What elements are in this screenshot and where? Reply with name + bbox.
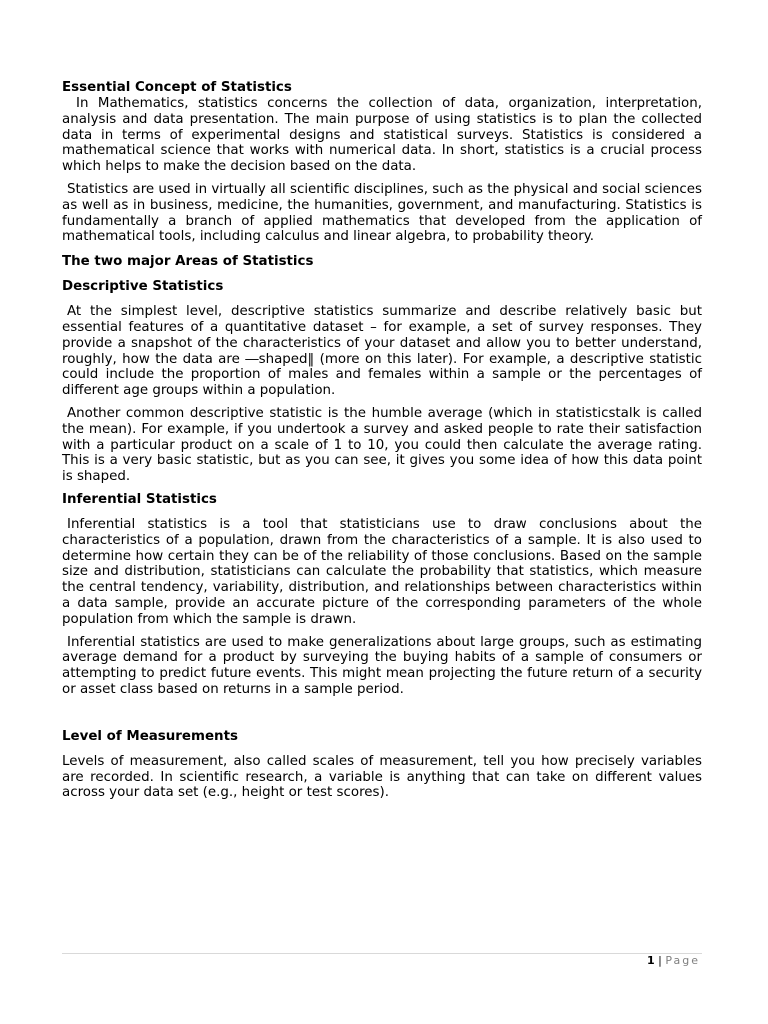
document-body xyxy=(62,80,702,801)
descriptive-statistics-paragraph-1: At the simplest level, descriptive statistics summarize and describe relatively basic but essential features of a quantitative dataset – for example, a set of survey responses. They provide a snapshot of the characteristics of your dataset and allow you to better understand, roughly, how the data are ―shaped‖ (more on this later). For example, a descriptive statistic could include the proportion of males and females within a sample or the percentages of different age groups within a population. xyxy=(62,304,702,399)
essential-concept-paragraph-1: In Mathematics, statistics concerns the collection of data, organization, interpretation, analysis and data presentation. The main purpose of using statistics is to plan the collected data in terms of experimental designs and statistical surveys. Statistics is considered a mathematical science that works with numerical data. In short, statistics is a crucial process which helps to make the decision based on the data. xyxy=(62,96,702,175)
inferential-statistics-paragraph-1: Inferential statistics is a tool that statisticians use to draw conclusions about the characteristics of a population, drawn from the characteristics of a sample. It is also used to determine how certain they can be of the reliability of those conclusions. Based on the sample size and distribution, statisticians can calculate the probability that statistics, which measure the central tendency, variability, distribution, and relationships between characteristics within a data sample, provide an accurate picture of the corresponding parameters of the whole population from which the sample is drawn. xyxy=(62,516,702,627)
two-major-areas-heading: The two major Areas of Statistics xyxy=(62,254,314,270)
essential-concept-paragraph-2: Statistics are used in virtually all scientific disciplines, such as the physical and social sciences as well as in business, medicine, the humanities, government, and manufacturing. Statistics is fundamentally a branch of applied mathematics that developed from the application of mathematical tools, including calculus and linear algebra, to probability theory. xyxy=(62,181,702,245)
inferential-statistics-paragraph-2: Inferential statistics are used to make generalizations about large groups, such as estimating average demand for a product by surveying the buying habits of a sample of consumers or attempting to predict future events. This might mean projecting the future return of a security or asset class based on returns in a sample period. xyxy=(62,634,702,697)
level-of-measurements-paragraph-1: Levels of measurement, also called scales of measurement, tell you how precisely variables are recorded. In scientific research, a variable is anything that can take on different values across your data set (e.g., height or test scores). xyxy=(62,753,702,801)
level-of-measurements-heading: Level of Measurements xyxy=(62,728,238,744)
page-number: 1 xyxy=(647,954,655,967)
footer-divider xyxy=(62,953,702,954)
page-separator: | xyxy=(654,954,666,967)
inferential-statistics-heading: Inferential Statistics xyxy=(62,491,217,507)
page-footer xyxy=(647,954,700,968)
descriptive-statistics-heading: Descriptive Statistics xyxy=(62,279,224,295)
descriptive-statistics-paragraph-2: Another common descriptive statistic is the humble average (which in statisticstalk is called the mean). For example, if you undertook a survey and asked people to rate their satisfaction with a particular product on a scale of 1 to 10, you could then calculate the average rating. This is a very basic statistic, but as you can see, it gives you some idea of how this data point is shaped. xyxy=(62,405,702,485)
page-label: Page xyxy=(665,954,700,967)
essential-concept-heading: Essential Concept of Statistics xyxy=(62,80,292,95)
